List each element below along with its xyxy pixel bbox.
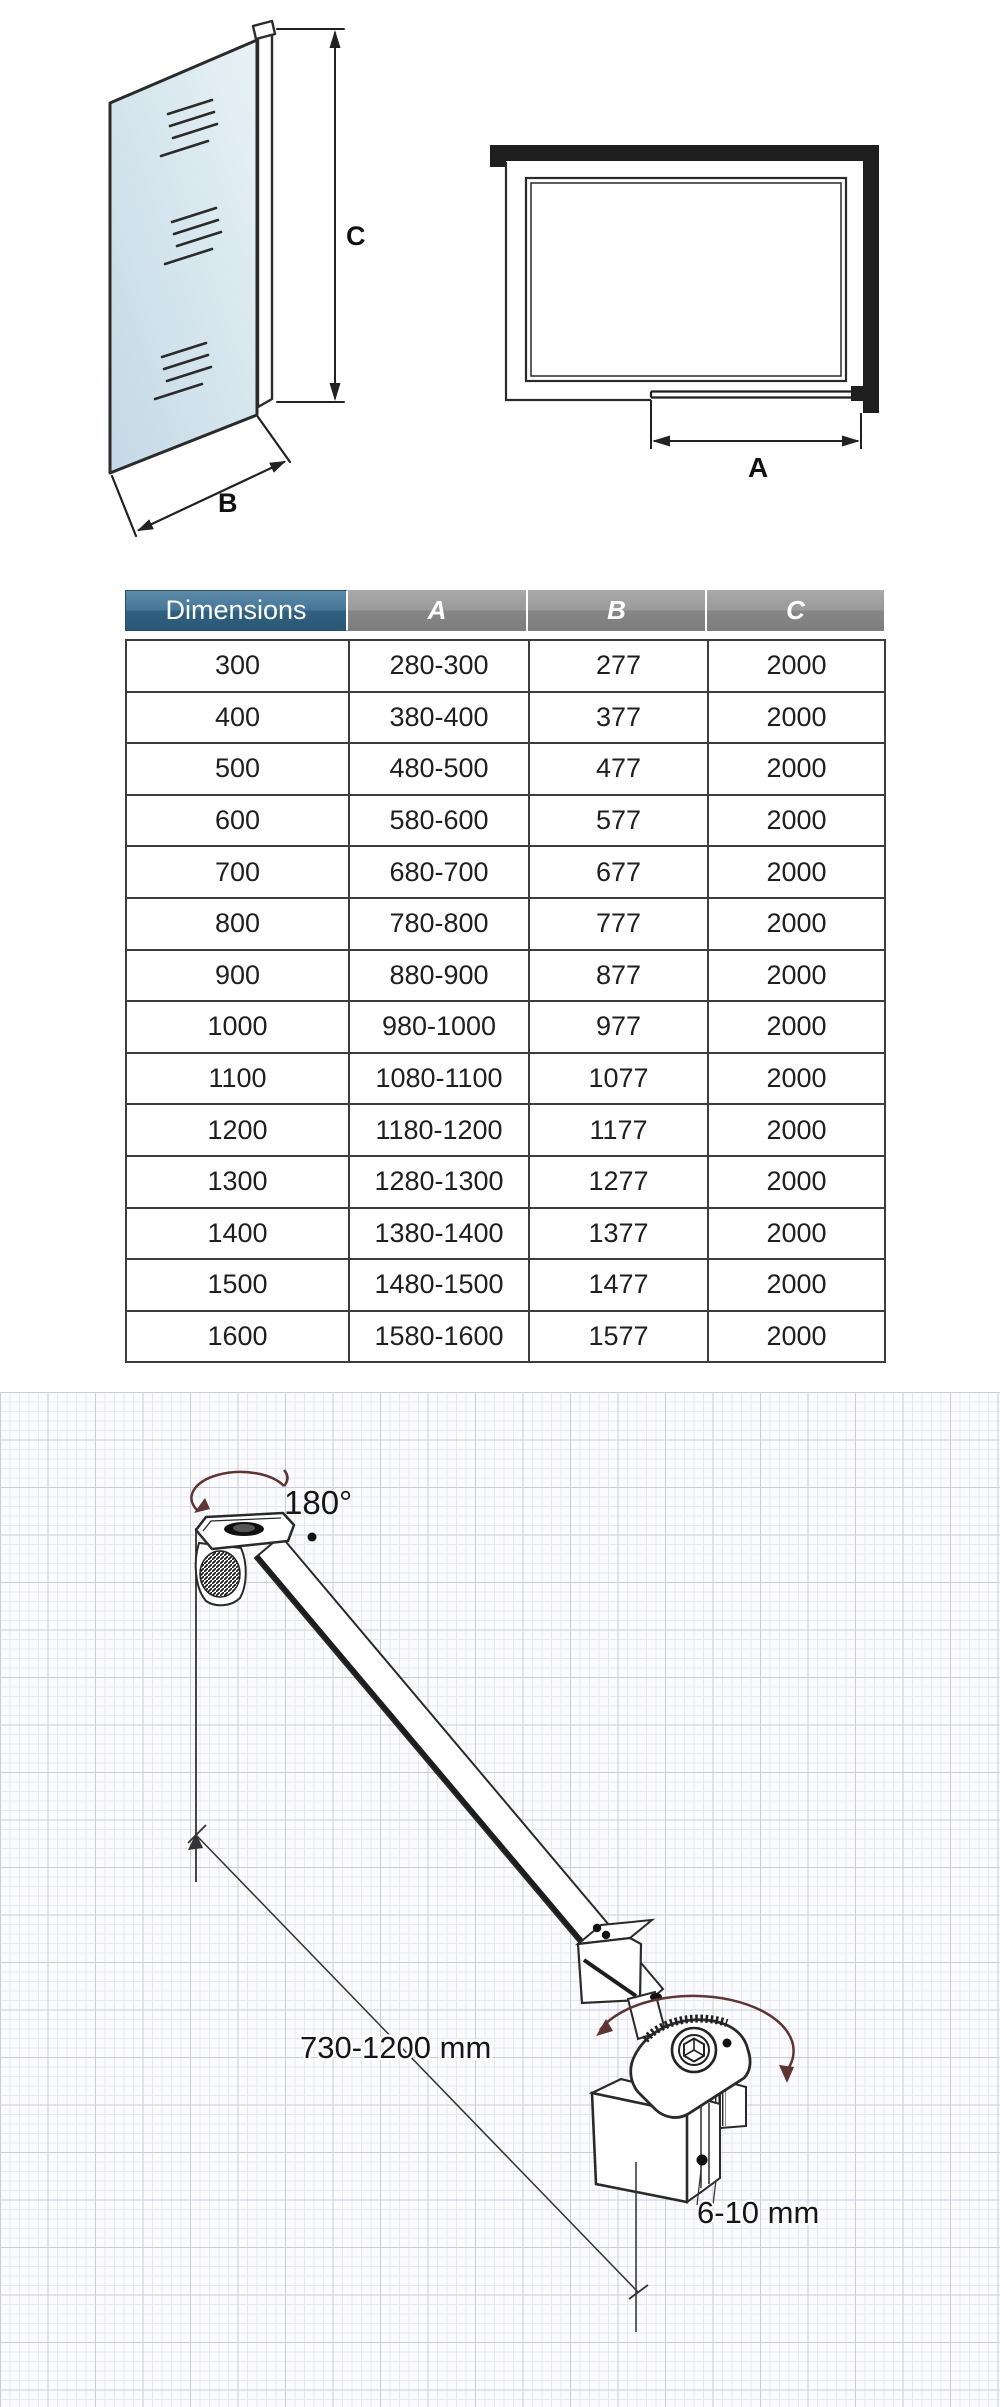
table-cell: 300 [126,640,349,692]
table-cell: 900 [126,950,349,1002]
table-body [125,639,886,1363]
table-cell: 2000 [708,692,885,744]
head-pin [723,2039,732,2048]
header-c: C [707,590,884,631]
support-bar-drawing [0,1392,1000,2407]
table-row [126,898,885,950]
table-cell: 2000 [708,950,885,1002]
glass-panel-plan [651,386,868,401]
table-cell: 480-500 [349,743,529,795]
table-cell: 580-600 [349,795,529,847]
wall-right [863,145,879,413]
wall-profile [258,27,272,407]
table-cell: 2000 [708,1208,885,1260]
top-diagrams [0,0,1000,585]
table-cell: 2000 [708,1104,885,1156]
table-cell: 700 [126,846,349,898]
dimensions-table [125,590,884,1363]
table-cell: 600 [126,795,349,847]
table-cell: 880-900 [349,950,529,1002]
label-glass-thickness: 6-10 mm [697,2195,820,2230]
table-cell: 1077 [529,1053,708,1105]
table-cell: 1300 [126,1156,349,1208]
table-cell: 477 [529,743,708,795]
rotation-180-arrow [191,1470,287,1513]
table-cell: 277 [529,640,708,692]
table-cell: 977 [529,1001,708,1053]
support-bar-drawing-section [0,1392,1000,2407]
table-cell: 1480-1500 [349,1259,529,1311]
label-bar-length: 730-1200 mm [300,2030,492,2065]
dimension-c [277,29,344,402]
wall-top-nub [490,161,506,167]
bracket-screw [308,1533,317,1542]
table-cell: 1080-1100 [349,1053,529,1105]
table-cell: 1380-1400 [349,1208,529,1260]
table-cell: 1580-1600 [349,1311,529,1363]
table-cell: 1100 [126,1053,349,1105]
table-cell: 2000 [708,1311,885,1363]
room-outline [506,162,651,400]
table-row [126,1311,885,1363]
table-cell: 1577 [529,1311,708,1363]
label-b: B [218,488,238,518]
table-cell: 680-700 [349,846,529,898]
table-cell: 1500 [126,1259,349,1311]
table-cell: 1277 [529,1156,708,1208]
table-row [126,1259,885,1311]
table-cell: 1180-1200 [349,1104,529,1156]
shower-tray-inner [531,183,841,376]
table-row [126,846,885,898]
table-cell: 1477 [529,1259,708,1311]
label-180: 180° [284,1484,353,1521]
table-cell: 780-800 [349,898,529,950]
table-row [126,795,885,847]
table-cell: 377 [529,692,708,744]
table-cell: 1600 [126,1311,349,1363]
table-row [126,1156,885,1208]
table-row [126,1053,885,1105]
table-cell: 677 [529,846,708,898]
table-cell: 2000 [708,1001,885,1053]
table-cell: 2000 [708,898,885,950]
table-cell: 980-1000 [349,1001,529,1053]
header-a: A [348,590,528,631]
table-cell: 577 [529,795,708,847]
table-cell: 380-400 [349,692,529,744]
sleeve-screw-2 [602,1931,610,1939]
table-cell: 400 [126,692,349,744]
table-row [126,743,885,795]
label-a: A [748,452,769,483]
table-cell: 777 [529,898,708,950]
dimension-a [651,400,861,449]
table-cell: 2000 [708,795,885,847]
header-b: B [528,590,707,631]
table-row [126,640,885,692]
table-row [126,692,885,744]
table-cell: 877 [529,950,708,1002]
table-cell: 500 [126,743,349,795]
table-cell: 1000 [126,1001,349,1053]
wall-top [490,145,879,161]
clamp-screw [697,2155,708,2166]
table-cell: 2000 [708,846,885,898]
table-cell: 1400 [126,1208,349,1260]
table-cell: 1200 [126,1104,349,1156]
table-row [126,1001,885,1053]
table-row [126,950,885,1002]
table-cell: 2000 [708,640,885,692]
table-cell: 2000 [708,743,885,795]
label-c: C [346,221,366,251]
glass-panel-side-view [110,21,366,536]
table-cell: 800 [126,898,349,950]
sleeve-screw-1 [593,1924,601,1932]
shower-tray-outer [526,178,846,381]
table-cell: 2000 [708,1156,885,1208]
table-cell: 2000 [708,1259,885,1311]
table-header-row [125,590,884,631]
glass-pane [110,40,257,473]
table-row [126,1208,885,1260]
table-cell: 1377 [529,1208,708,1260]
table-row [126,1104,885,1156]
shower-top-view [490,145,879,483]
header-dimensions: Dimensions [125,590,348,631]
table-cell: 1177 [529,1104,708,1156]
table-cell: 1280-1300 [349,1156,529,1208]
table-cell: 2000 [708,1053,885,1105]
table-cell: 280-300 [349,640,529,692]
hex-socket-bolt [672,2028,716,2072]
